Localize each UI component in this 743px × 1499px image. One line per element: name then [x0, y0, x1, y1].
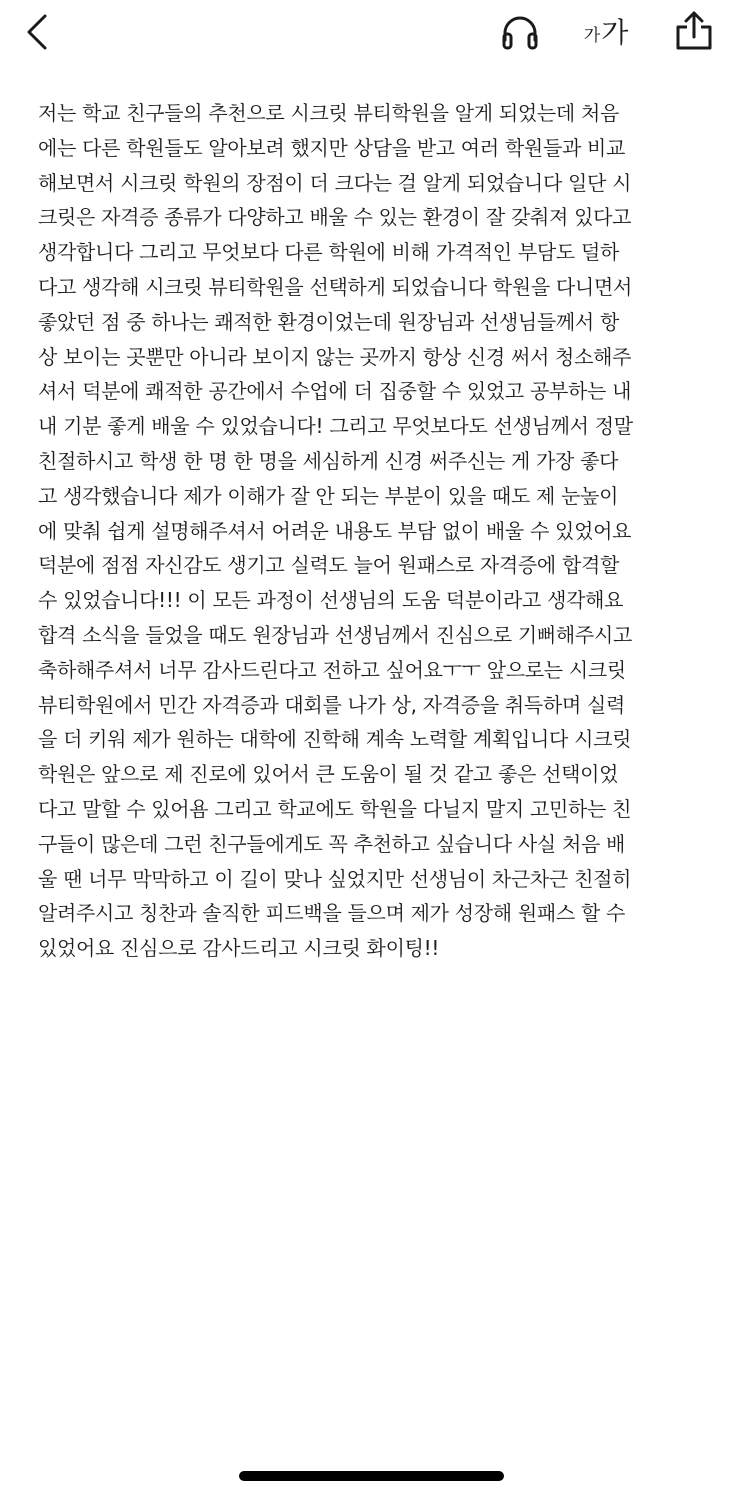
text-line: 내 기분 좋게 배울 수 있었습니다! 그리고 무엇보다도 선생님께서 정말	[38, 414, 633, 439]
text-line: 뷰티학원에서 민간 자격증과 대회를 나가 상, 자격증을 취득하며 실력	[38, 692, 626, 717]
home-indicator[interactable]	[239, 1471, 504, 1481]
text-line: 상 보이는 곳뿐만 아니라 보이지 않는 곳까지 항상 신경 써서 청소해주	[38, 344, 632, 369]
text-line: 학원은 앞으로 제 진로에 있어서 큰 도움이 될 것 같고 좋은 선택이었	[38, 762, 619, 787]
text-line: 크릿은 자격증 종류가 다양하고 배울 수 있는 환경이 잘 갖춰져 있다고	[38, 205, 632, 230]
share-icon	[674, 9, 714, 51]
headphones-icon	[500, 14, 540, 50]
post-body	[38, 96, 710, 966]
text-line: 좋았던 점 중 하나는 쾌적한 환경이었는데 원장님과 선생님들께서 항	[38, 309, 620, 334]
audio-button[interactable]	[496, 10, 544, 54]
text-line: 덕분에 점점 자신감도 생기고 실력도 늘어 원패스로 자격증에 합격할	[38, 553, 620, 578]
text-line: 셔서 덕분에 쾌적한 공간에서 수업에 더 집중할 수 있었고 공부하는 내	[38, 379, 632, 404]
text-line: 수 있었습니다!!! 이 모든 과정이 선생님의 도움 덕분이라고 생각해요	[38, 588, 624, 613]
text-line: 에는 다른 학원들도 알아보려 했지만 상담을 받고 여러 학원들과 비교	[38, 135, 626, 160]
text-line: 을 더 키워 제가 원하는 대학에 진학해 계속 노력할 계획입니다 시크릿	[38, 727, 632, 752]
text-line: 해보면서 시크릿 학원의 장점이 더 크다는 걸 알게 되었습니다 일단 시	[38, 170, 632, 195]
text-line: 축하해주셔서 너무 감사드린다고 전하고 싶어요ㅜㅜ 앞으로는 시크릿	[38, 657, 626, 682]
text-line: 생각합니다 그리고 무엇보다 다른 학원에 비해 가격적인 부담도 덜하	[38, 240, 620, 265]
text-line: 울 땐 너무 막막하고 이 길이 맞나 싶었지만 선생님이 차근차근 친절히	[38, 866, 632, 891]
text-line: 다고 말할 수 있어욤 그리고 학교에도 학원을 다닐지 말지 고민하는 친	[38, 796, 632, 821]
share-button[interactable]	[670, 6, 718, 54]
text-line: 구들이 많은데 그런 친구들에게도 꼭 추천하고 싶습니다 사실 처음 배	[38, 831, 626, 856]
chevron-left-icon	[23, 12, 53, 52]
text-line: 다고 생각해 시크릿 뷰티학원을 선택하게 되었습니다 학원을 다니면서	[38, 274, 632, 299]
text-line: 있었어요 진심으로 감사드리고 시크릿 화이팅!!	[38, 936, 440, 961]
text-line: 에 맞춰 쉽게 설명해주셔서 어려운 내용도 부담 없이 배울 수 있었어요	[38, 518, 632, 543]
font-size-small-label: 가	[583, 26, 601, 46]
text-line: 알려주시고 칭찬과 솔직한 피드백을 들으며 제가 성장해 원패스 할 수	[38, 901, 626, 926]
font-size-button[interactable]	[574, 8, 638, 56]
text-line: 친절하시고 학생 한 명 한 명을 세심하게 신경 써주신는 게 가장 좋다	[38, 448, 619, 473]
back-button[interactable]	[14, 8, 62, 56]
text-line: 고 생각했습니다 제가 이해가 잘 안 되는 부분이 있을 때도 제 눈높이	[38, 483, 619, 508]
top-toolbar	[0, 0, 743, 66]
text-line: 합격 소식을 들었을 때도 원장님과 선생님께서 진심으로 기뻐해주시고	[38, 622, 632, 647]
font-size-large-label: 가	[601, 16, 629, 49]
text-line: 저는 학교 친구들의 추천으로 시크릿 뷰티학원을 알게 되었는데 처음	[38, 101, 620, 125]
